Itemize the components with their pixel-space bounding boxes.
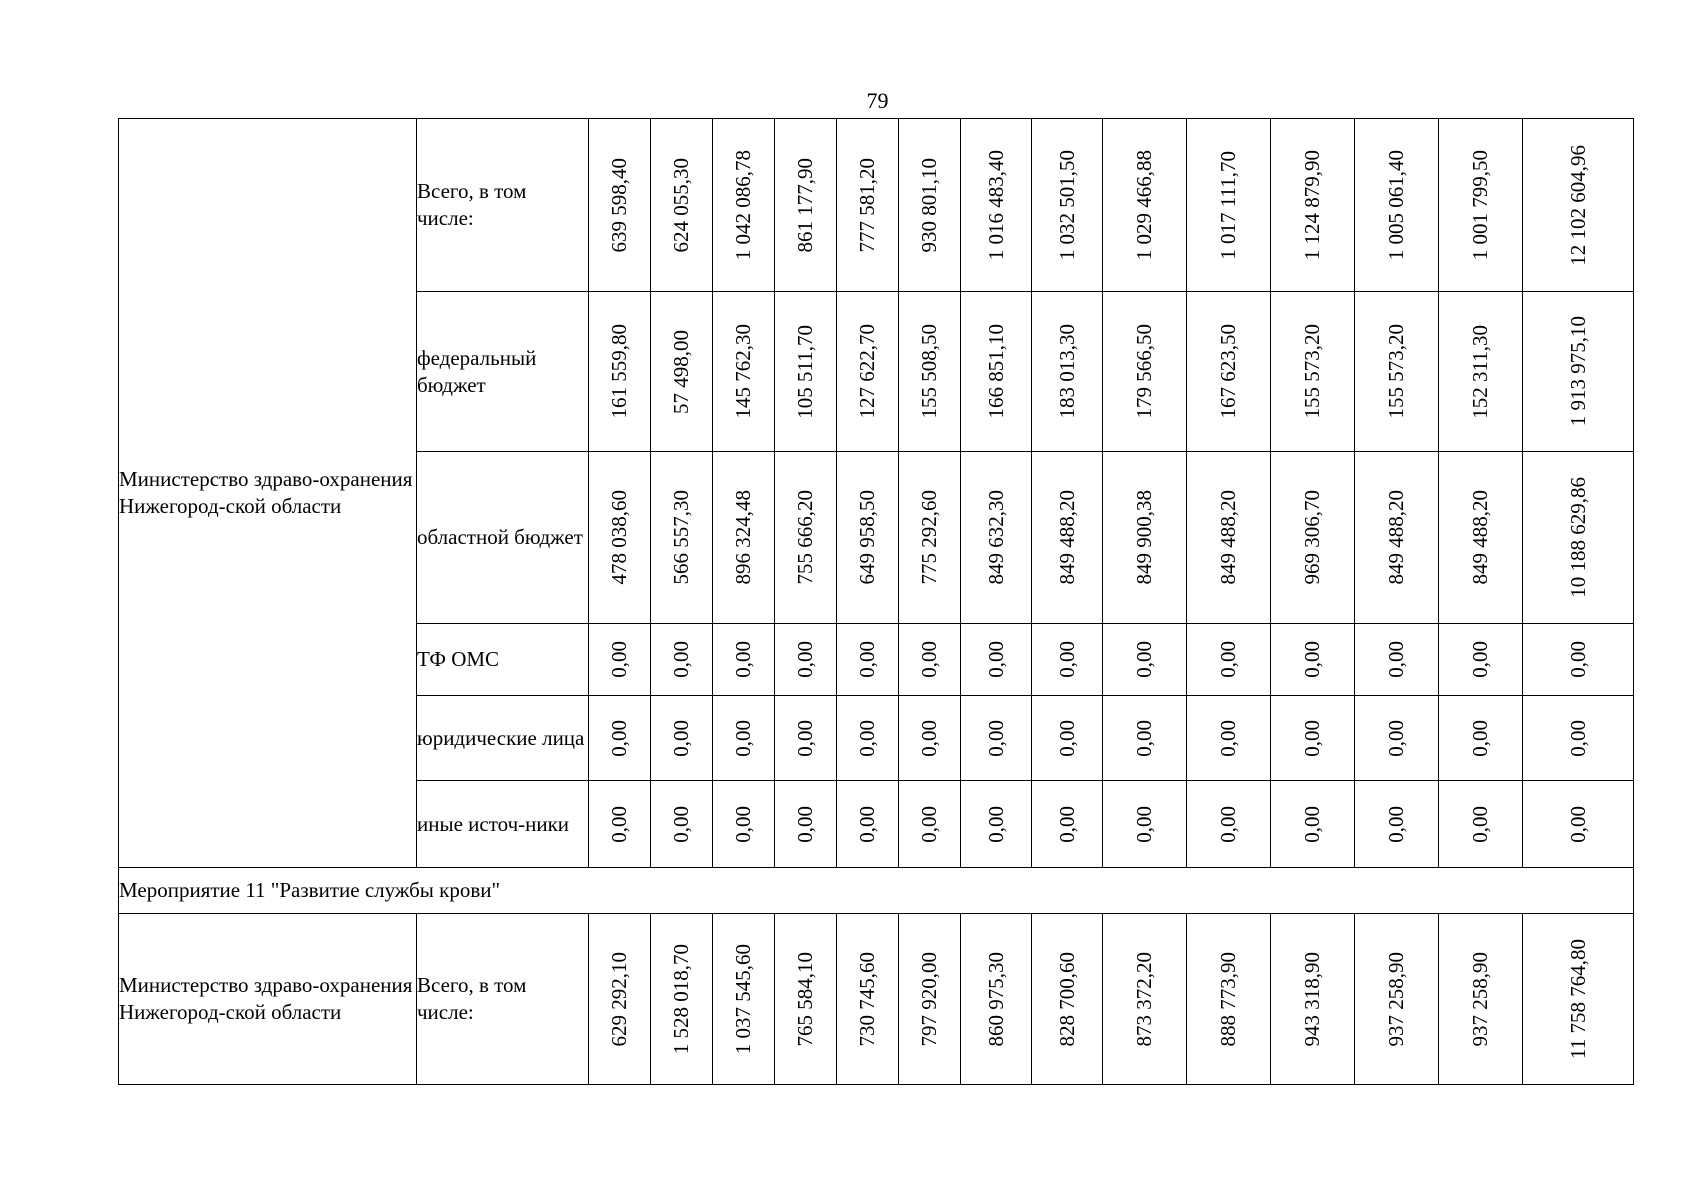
value-cell bbox=[1103, 696, 1187, 781]
value-cell bbox=[589, 119, 651, 292]
value-text: 649 958,50 bbox=[855, 490, 879, 585]
value-text: 12 102 604,96 bbox=[1565, 144, 1590, 266]
value-text: 0,00 bbox=[1384, 719, 1408, 757]
value-cell bbox=[1355, 914, 1439, 1085]
value-text: 775 292,60 bbox=[917, 490, 941, 585]
value-cell bbox=[713, 119, 775, 292]
value-text: 0,00 bbox=[731, 641, 755, 678]
value-cell bbox=[1439, 292, 1523, 452]
value-cell bbox=[651, 914, 713, 1085]
value-text: 0,00 bbox=[1468, 641, 1492, 678]
value-cell bbox=[1271, 119, 1355, 292]
value-cell bbox=[713, 292, 775, 452]
value-text: 105 511,70 bbox=[793, 324, 817, 419]
value-cell bbox=[961, 292, 1032, 452]
value-text: 937 258,90 bbox=[1384, 951, 1408, 1047]
value-cell bbox=[713, 624, 775, 696]
table-row bbox=[119, 914, 1634, 1085]
value-cell bbox=[713, 452, 775, 624]
value-text: 860 975,30 bbox=[983, 951, 1008, 1047]
value-text: 155 508,50 bbox=[917, 324, 941, 419]
value-cell bbox=[1187, 292, 1271, 452]
value-text: 873 372,20 bbox=[1132, 951, 1156, 1047]
value-text: 0,00 bbox=[983, 805, 1008, 843]
budget-table bbox=[118, 118, 1634, 1085]
funding-source-cell: федеральный бюджет bbox=[417, 292, 589, 452]
value-text: 849 488,20 bbox=[1216, 490, 1240, 585]
value-text: 166 851,10 bbox=[983, 324, 1008, 419]
value-text: 0,00 bbox=[1132, 805, 1156, 843]
value-text: 639 598,40 bbox=[607, 157, 631, 253]
value-text: 478 038,60 bbox=[607, 490, 631, 585]
value-text: 0,00 bbox=[983, 641, 1008, 678]
value-text: 0,00 bbox=[1054, 641, 1079, 678]
value-cell bbox=[589, 292, 651, 452]
value-cell bbox=[1523, 119, 1634, 292]
value-text: 969 306,70 bbox=[1300, 490, 1324, 585]
value-cell bbox=[775, 292, 837, 452]
value-text: 849 900,38 bbox=[1132, 490, 1156, 585]
funding-source-cell: Всего, в том числе: bbox=[417, 914, 589, 1085]
value-text: 0,00 bbox=[1132, 719, 1156, 757]
value-text: 1 124 879,90 bbox=[1300, 149, 1324, 261]
value-cell bbox=[775, 781, 837, 868]
value-cell bbox=[1523, 292, 1634, 452]
value-cell bbox=[589, 624, 651, 696]
value-cell bbox=[1103, 292, 1187, 452]
value-cell bbox=[899, 119, 961, 292]
value-text: 896 324,48 bbox=[731, 490, 755, 585]
value-cell bbox=[589, 452, 651, 624]
value-cell bbox=[1032, 452, 1103, 624]
value-cell bbox=[1187, 781, 1271, 868]
value-text: 0,00 bbox=[1565, 641, 1590, 678]
value-text: 0,00 bbox=[731, 805, 755, 843]
value-text: 777 581,20 bbox=[855, 157, 879, 253]
value-cell bbox=[1355, 292, 1439, 452]
value-cell bbox=[1355, 696, 1439, 781]
value-cell bbox=[1523, 696, 1634, 781]
value-text: 0,00 bbox=[1300, 641, 1324, 678]
value-text: 828 700,60 bbox=[1054, 951, 1079, 1047]
value-text: 765 584,10 bbox=[793, 951, 817, 1047]
value-cell bbox=[1439, 624, 1523, 696]
value-text: 0,00 bbox=[793, 719, 817, 757]
value-text: 155 573,20 bbox=[1384, 324, 1408, 419]
value-cell bbox=[899, 914, 961, 1085]
value-cell bbox=[589, 914, 651, 1085]
value-text: 0,00 bbox=[669, 719, 693, 757]
value-cell bbox=[837, 781, 899, 868]
value-text: 0,00 bbox=[793, 641, 817, 678]
value-text: 1 005 061,40 bbox=[1384, 149, 1408, 261]
value-cell bbox=[1355, 452, 1439, 624]
value-cell bbox=[961, 781, 1032, 868]
value-cell bbox=[1032, 781, 1103, 868]
value-cell bbox=[1103, 119, 1187, 292]
value-cell bbox=[1032, 696, 1103, 781]
value-text: 624 055,30 bbox=[669, 157, 693, 253]
value-cell bbox=[1439, 914, 1523, 1085]
value-text: 10 188 629,86 bbox=[1565, 477, 1590, 598]
value-cell bbox=[961, 119, 1032, 292]
funding-source-cell: Всего, в том числе: bbox=[417, 119, 589, 292]
value-cell bbox=[837, 624, 899, 696]
value-cell bbox=[899, 624, 961, 696]
value-text: 0,00 bbox=[1468, 805, 1492, 843]
value-cell bbox=[837, 292, 899, 452]
value-text: 0,00 bbox=[1300, 719, 1324, 757]
value-text: 849 488,20 bbox=[1468, 490, 1492, 585]
value-text: 1 913 975,10 bbox=[1565, 316, 1590, 427]
value-cell bbox=[961, 696, 1032, 781]
value-text: 0,00 bbox=[1384, 805, 1408, 843]
value-text: 0,00 bbox=[1565, 719, 1590, 757]
value-text: 888 773,90 bbox=[1216, 951, 1240, 1047]
value-text: 0,00 bbox=[855, 805, 879, 843]
value-cell bbox=[1271, 624, 1355, 696]
event-title: Мероприятие 11 "Развитие службы крови" bbox=[119, 868, 1634, 914]
funding-source-cell: юридические лица bbox=[417, 696, 589, 781]
event-title-row bbox=[119, 868, 1634, 914]
value-text: 797 920,00 bbox=[917, 951, 941, 1047]
value-cell bbox=[713, 914, 775, 1085]
value-cell bbox=[1439, 696, 1523, 781]
value-cell bbox=[1439, 781, 1523, 868]
value-cell bbox=[899, 292, 961, 452]
value-cell bbox=[775, 914, 837, 1085]
value-cell bbox=[961, 624, 1032, 696]
value-cell bbox=[1523, 624, 1634, 696]
value-text: 57 498,00 bbox=[669, 329, 693, 414]
value-cell bbox=[1032, 914, 1103, 1085]
value-text: 1 001 799,50 bbox=[1468, 149, 1492, 261]
value-text: 629 292,10 bbox=[607, 951, 631, 1047]
value-cell bbox=[1103, 914, 1187, 1085]
value-cell bbox=[713, 781, 775, 868]
value-text: 1 042 086,78 bbox=[731, 149, 755, 261]
value-text: 0,00 bbox=[917, 719, 941, 757]
value-text: 849 488,20 bbox=[1384, 490, 1408, 585]
value-text: 849 632,30 bbox=[983, 490, 1008, 585]
value-text: 0,00 bbox=[1216, 719, 1240, 757]
value-cell bbox=[1271, 781, 1355, 868]
value-text: 930 801,10 bbox=[917, 157, 941, 253]
value-cell bbox=[651, 624, 713, 696]
value-cell bbox=[1187, 119, 1271, 292]
value-text: 183 013,30 bbox=[1054, 324, 1079, 419]
owner-cell: Министерство здраво-охранения Нижегород-ской области bbox=[119, 914, 417, 1085]
table-row bbox=[119, 119, 1634, 292]
value-text: 0,00 bbox=[983, 719, 1008, 757]
value-text: 0,00 bbox=[1565, 805, 1590, 843]
value-text: 152 311,30 bbox=[1468, 324, 1492, 419]
value-text: 1 032 501,50 bbox=[1054, 149, 1079, 261]
value-cell bbox=[651, 292, 713, 452]
value-text: 0,00 bbox=[731, 719, 755, 757]
value-cell bbox=[899, 452, 961, 624]
value-cell bbox=[775, 119, 837, 292]
value-text: 0,00 bbox=[1054, 719, 1079, 757]
value-text: 11 758 764,80 bbox=[1565, 939, 1590, 1059]
value-text: 0,00 bbox=[1054, 805, 1079, 843]
value-text: 167 623,50 bbox=[1216, 324, 1240, 419]
value-cell bbox=[1187, 696, 1271, 781]
value-text: 0,00 bbox=[1216, 641, 1240, 678]
funding-source-cell: областной бюджет bbox=[417, 452, 589, 624]
value-text: 1 016 483,40 bbox=[983, 149, 1008, 261]
value-text: 145 762,30 bbox=[731, 324, 755, 419]
value-text: 0,00 bbox=[1468, 719, 1492, 757]
value-cell bbox=[589, 696, 651, 781]
value-cell bbox=[837, 914, 899, 1085]
value-text: 0,00 bbox=[669, 805, 693, 843]
value-cell bbox=[775, 696, 837, 781]
value-cell bbox=[651, 781, 713, 868]
value-cell bbox=[1523, 452, 1634, 624]
value-text: 0,00 bbox=[793, 805, 817, 843]
value-cell bbox=[961, 914, 1032, 1085]
value-text: 1 037 545,60 bbox=[731, 943, 755, 1055]
value-text: 0,00 bbox=[917, 805, 941, 843]
value-text: 730 745,60 bbox=[855, 951, 879, 1047]
value-text: 0,00 bbox=[669, 641, 693, 678]
value-text: 0,00 bbox=[855, 641, 879, 678]
value-cell bbox=[1103, 781, 1187, 868]
value-text: 161 559,80 bbox=[607, 324, 631, 419]
value-text: 0,00 bbox=[855, 719, 879, 757]
value-cell bbox=[961, 452, 1032, 624]
value-cell bbox=[1103, 624, 1187, 696]
value-text: 861 177,90 bbox=[793, 157, 817, 253]
value-text: 0,00 bbox=[607, 805, 631, 843]
value-cell bbox=[1523, 914, 1634, 1085]
value-text: 1 528 018,70 bbox=[669, 943, 693, 1055]
value-cell bbox=[1355, 624, 1439, 696]
value-cell bbox=[775, 452, 837, 624]
value-cell bbox=[1355, 781, 1439, 868]
value-cell bbox=[589, 781, 651, 868]
value-text: 0,00 bbox=[917, 641, 941, 678]
value-cell bbox=[1523, 781, 1634, 868]
value-text: 179 566,50 bbox=[1132, 324, 1156, 419]
value-cell bbox=[1439, 452, 1523, 624]
owner-cell: Министерство здраво-охранения Нижегород-ской области bbox=[119, 119, 417, 868]
funding-source-cell: ТФ ОМС bbox=[417, 624, 589, 696]
value-cell bbox=[1103, 452, 1187, 624]
value-cell bbox=[651, 119, 713, 292]
value-text: 0,00 bbox=[607, 719, 631, 757]
value-cell bbox=[651, 696, 713, 781]
value-cell bbox=[1271, 696, 1355, 781]
value-cell bbox=[1271, 292, 1355, 452]
value-cell bbox=[899, 781, 961, 868]
value-text: 937 258,90 bbox=[1468, 951, 1492, 1047]
value-cell bbox=[1187, 624, 1271, 696]
value-cell bbox=[837, 696, 899, 781]
value-text: 0,00 bbox=[607, 641, 631, 678]
value-cell bbox=[837, 119, 899, 292]
value-text: 849 488,20 bbox=[1054, 490, 1079, 585]
value-cell bbox=[1187, 452, 1271, 624]
page-number: 79 bbox=[866, 88, 889, 113]
value-cell bbox=[1439, 119, 1523, 292]
value-cell bbox=[1187, 914, 1271, 1085]
value-cell bbox=[651, 452, 713, 624]
value-cell bbox=[1032, 292, 1103, 452]
value-cell bbox=[1355, 119, 1439, 292]
value-text: 943 318,90 bbox=[1300, 951, 1324, 1047]
value-cell bbox=[1271, 452, 1355, 624]
value-cell bbox=[837, 452, 899, 624]
value-cell bbox=[775, 624, 837, 696]
value-text: 127 622,70 bbox=[855, 324, 879, 419]
value-cell bbox=[1271, 914, 1355, 1085]
value-text: 0,00 bbox=[1132, 641, 1156, 678]
value-cell bbox=[1032, 119, 1103, 292]
value-text: 155 573,20 bbox=[1300, 324, 1324, 419]
value-text: 0,00 bbox=[1384, 641, 1408, 678]
value-text: 1 017 111,70 bbox=[1216, 150, 1240, 260]
funding-source-cell: иные источ-ники bbox=[417, 781, 589, 868]
value-text: 566 557,30 bbox=[669, 490, 693, 585]
value-text: 0,00 bbox=[1300, 805, 1324, 843]
value-cell bbox=[1032, 624, 1103, 696]
value-cell bbox=[713, 696, 775, 781]
value-text: 0,00 bbox=[1216, 805, 1240, 843]
value-text: 755 666,20 bbox=[793, 490, 817, 585]
value-cell bbox=[899, 696, 961, 781]
value-text: 1 029 466,88 bbox=[1132, 149, 1156, 261]
